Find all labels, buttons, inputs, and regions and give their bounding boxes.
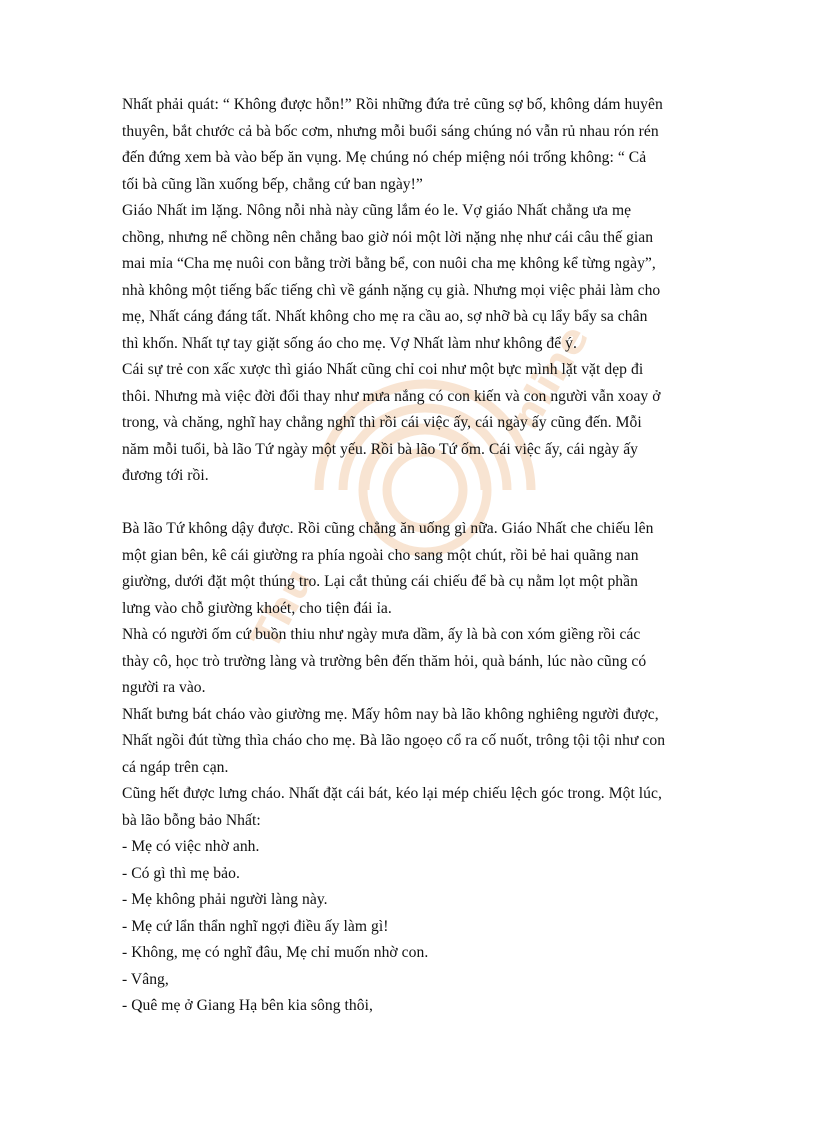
text-line: Nhà có người ốm cứ buồn thiu như ngày mưa dầm, ấy là bà con xóm giềng rồi các [122,626,641,643]
text-line: bà lão bỗng bảo Nhất: [122,811,261,829]
text-line: mai mỉa “Cha mẹ nuôi con bằng trời bằng bể, con nuôi cha mẹ không kể từng ngày”, [122,255,656,272]
text-line: Bà lão Tứ không dậy được. Rồi cũng chẳng ăn uống gì nữa. Giáo Nhất che chiếu lên [122,520,654,537]
text-line: - Mẹ không phải người làng này. [122,891,328,908]
paragraph [122,357,722,490]
text-line: năm mỗi tuổi, bà lão Tứ ngày một yếu. Rồi bà lão Tứ ốm. Cái việc ấy, cái ngày ấy [122,440,639,458]
text-line: - Mẹ cứ lẩn thẩn nghĩ ngợi điều ấy làm gì! [122,917,389,935]
text-line: lưng vào chỗ giường khoét, cho tiện đái ỉa. [122,599,392,617]
text-line: đến đứng xem bà vào bếp ăn vụng. Mẹ chúng nó chép miệng nói trống không: “ Cả [122,149,647,166]
text-line: Nhất bưng bát cháo vào giường mẹ. Mấy hôm nay bà lão không nghiêng người được, [122,705,659,723]
paragraph [122,914,722,941]
text-line: chồng, nhưng nể chồng nên chẳng bao giờ nói một lời nặng nhẹ như cái câu thế gian [122,228,654,246]
paragraph [122,887,722,914]
svg-text:nline: nline [502,317,599,438]
text-line: - Không, mẹ có nghĩ đâu, Mẹ chỉ muốn nhờ con. [122,944,429,961]
text-line: thuyên, bắt chước cả bà bốc cơm, nhưng mỗi buổi sáng chúng nó vẫn rủ nhau rón rén [122,122,659,140]
text-line: Nhất phải quát: “ Không được hỗn!” Rồi những đứa trẻ cũng sợ bố, không dám huyên [122,96,663,113]
text-line: một gian bên, kê cái giường ra phía ngoài cho sang một chút, rồi bẻ hai quãng nan [122,546,639,564]
text-line: Giáo Nhất im lặng. Nông nỗi nhà này cũng lắm éo le. Vợ giáo Nhất chẳng ưa mẹ [122,202,632,219]
text-line: thôi. Nhưng mà việc đời đổi thay như mưa nắng có con kiến và con người vẫn xoay ở [122,387,661,405]
text-line: thì khốn. Nhất tự tay giặt sống áo cho mẹ. Vợ Nhất làm như không để ý. [122,334,577,352]
paragraph [122,781,722,834]
paragraph [122,834,722,861]
paragraph [122,198,722,357]
paragraph [122,622,722,702]
paragraph [122,92,722,198]
text-line: cá ngáp trên cạn. [122,758,229,776]
paragraph [122,940,722,967]
svg-text:Thu: Thu [242,561,323,658]
paragraph [122,993,722,1020]
paragraph-spacer [122,490,722,517]
text-line: Nhất ngồi đút từng thìa cháo cho mẹ. Bà lão ngoẹo cổ ra cố nuốt, trông tội tội như con [122,732,666,749]
text-line: giường, dưới đặt một thúng tro. Lại cắt thủng cái chiếu để bà cụ nằm lọt một phần [122,573,638,590]
text-line: - Có gì thì mẹ bảo. [122,864,240,882]
text-line: - Quê mẹ ở Giang Hạ bên kia sông thôi, [122,997,373,1014]
document-body [122,92,722,1020]
text-line: - Mẹ có việc nhờ anh. [122,838,260,855]
text-line: Cũng hết được lưng cháo. Nhất đặt cái bát, kéo lại mép chiếu lệch góc trong. Một lúc, [122,785,662,802]
text-line: Cái sự trẻ con xấc xược thì giáo Nhất cũng chỉ coi như một bực mình lặt vặt dẹp đi [122,361,644,378]
text-line: - Vâng, [122,970,169,988]
text-line: người ra vào. [122,679,206,696]
text-line: nhà không một tiếng bấc tiếng chì về gánh nặng cụ già. Nhưng mọi việc phải làm cho [122,281,661,299]
paragraph [122,861,722,888]
text-line: đương tới rồi. [122,467,209,484]
text-line: tối bà cũng lần xuống bếp, chẳng cứ ban ngày!” [122,175,423,193]
text-line: thày cô, học trò trường làng và trường bên đến thăm hỏi, quà bánh, lúc nào cũng có [122,652,647,670]
paragraph [122,967,722,994]
text-line: mẹ, Nhất cáng đáng tất. Nhất không cho mẹ ra cầu ao, sợ nhỡ bà cụ lẩy bẩy sa chân [122,308,648,325]
paragraph [122,516,722,622]
text-line: trong, và chăng, nghĩ hay chẳng nghĩ thì rồi cái việc ấy, cái ngày ấy cũng đến. Mỗi [122,414,642,431]
paragraph [122,702,722,782]
